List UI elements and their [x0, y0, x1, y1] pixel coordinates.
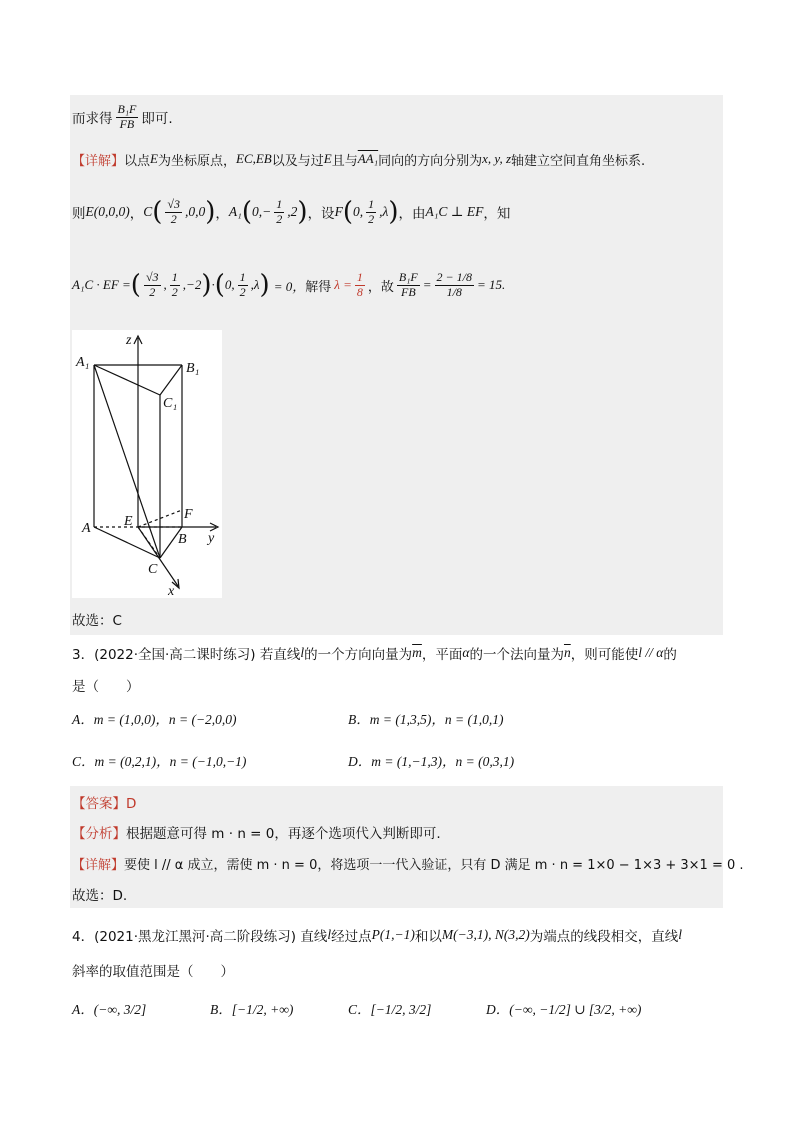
- text: 的一个方向向量为: [304, 647, 413, 663]
- label-E: E: [124, 514, 133, 529]
- fraction: [238, 271, 248, 298]
- text: 为端点的线段相交，直线: [529, 929, 679, 945]
- paren: (: [130, 270, 141, 300]
- label-y: y: [208, 531, 215, 546]
- math-symbol: l: [300, 645, 305, 660]
- fraction: [144, 271, 161, 298]
- q3-option-d[interactable]: D．m = (1,−1,3)，n = (0,3,1): [348, 754, 515, 769]
- q3-stem-line-2: [72, 672, 724, 698]
- math-expr: ,0,0: [185, 204, 206, 219]
- fraction-denominator: 2: [368, 211, 375, 226]
- text: ，知: [483, 206, 511, 222]
- text: 且与: [331, 153, 358, 169]
- math-expr: E(0,0,0): [85, 204, 130, 219]
- math-expr: ,−2: [182, 277, 202, 292]
- fraction: [366, 198, 376, 225]
- vector-symbol: AA₁: [357, 151, 379, 166]
- fraction-numerator: √3: [167, 197, 181, 212]
- text: 斜率的取值范围是（ ）: [72, 964, 234, 980]
- text: ，设: [307, 206, 335, 222]
- label-x: x: [168, 584, 175, 598]
- text: 而求得: [72, 111, 113, 127]
- fraction-numerator: 1: [171, 270, 178, 285]
- text: 同向的方向分别为: [378, 153, 483, 169]
- math-expr: 0,−: [252, 204, 272, 219]
- edge-B1C1: [160, 365, 182, 395]
- solution-line-1: [72, 100, 724, 134]
- fraction-denominator: FB: [119, 116, 135, 131]
- fraction-denominator: 8: [356, 284, 363, 299]
- math-expr: = 0，: [273, 278, 306, 294]
- solution-line-3: [72, 190, 724, 234]
- text: 是（ ）: [72, 679, 140, 695]
- paren: ): [259, 270, 270, 300]
- x-axis: [138, 527, 178, 586]
- text: 故选：C: [72, 613, 122, 629]
- fraction-numerator: 1: [368, 197, 375, 212]
- text: 解得: [305, 279, 332, 295]
- label-C: C: [148, 562, 158, 577]
- text: 的: [663, 647, 677, 663]
- fraction-numerator: B₁F: [398, 270, 418, 285]
- math-op: ·: [211, 277, 215, 292]
- paren: ): [388, 197, 399, 227]
- fraction: [397, 271, 420, 298]
- fraction: [274, 198, 284, 225]
- math-expr: ,2: [287, 204, 298, 219]
- q4-option-c[interactable]: C．[−1/2, 3/2]: [348, 1002, 432, 1017]
- fraction-denominator: 2: [276, 211, 283, 226]
- fraction-numerator: 2 − 1/8: [436, 270, 472, 285]
- vector-symbol: $\overline{m}$: [412, 645, 422, 660]
- fraction-numerator: √3: [145, 270, 159, 285]
- fraction-denominator: 1/8: [446, 284, 462, 299]
- text: ，故: [367, 279, 394, 295]
- q3-stem-line-1: [72, 640, 724, 666]
- fraction-denominator: 2: [170, 211, 177, 226]
- analysis-tag: 【分析】: [72, 826, 126, 842]
- fraction-denominator: 2: [239, 284, 246, 299]
- math-expr: P(1,−1): [371, 927, 415, 942]
- answer-text: 【答案】D: [72, 796, 137, 812]
- solution-line-4: [72, 250, 724, 320]
- text: 则: [72, 206, 86, 222]
- prism-diagram: [72, 330, 222, 598]
- detail-line: [72, 145, 724, 173]
- text: 即可.: [141, 111, 173, 127]
- fraction-denominator: 2: [149, 284, 156, 299]
- q4-stem-line-2: [72, 957, 724, 983]
- q3-option-b[interactable]: B．m = (1,3,5)，n = (1,0,1): [348, 712, 504, 727]
- paren: (: [342, 197, 353, 227]
- q4-option-b[interactable]: B．[−1/2, +∞): [210, 1002, 294, 1017]
- choose-line-1: [72, 606, 724, 632]
- fraction-numerator: B₁F: [117, 102, 137, 117]
- text: 为坐标原点，: [157, 153, 236, 169]
- label-z: z: [126, 333, 132, 348]
- vector-symbol: $\overline{n}$: [563, 645, 571, 660]
- fraction-numerator: 1: [239, 270, 246, 285]
- text: 轴建立空间直角坐标系.: [511, 153, 646, 169]
- label-A1: A₁: [76, 355, 90, 370]
- math-expr: A₁C ⊥ EF: [425, 204, 484, 219]
- math-symbol: EC,EB: [236, 151, 272, 166]
- math-symbol: E: [323, 151, 332, 166]
- paren: ): [297, 197, 308, 227]
- math-expr: ,λ: [250, 277, 260, 292]
- q3-detail-line: [72, 851, 744, 875]
- math-symbol: A₁: [228, 204, 242, 219]
- paren: (: [214, 270, 225, 300]
- label-B1: B₁: [186, 361, 200, 376]
- edge-AC: [94, 527, 160, 558]
- text: 和以: [414, 929, 442, 945]
- math-symbol: l: [327, 927, 332, 942]
- q4-option-a[interactable]: A．(−∞, 3/2]: [72, 1002, 147, 1017]
- fraction-numerator: 1: [356, 270, 363, 285]
- comma: ,: [163, 277, 167, 292]
- q4-option-d[interactable]: D．(−∞, −1/2] ∪ [3/2, +∞): [486, 1002, 642, 1017]
- text: ，平面: [421, 647, 463, 663]
- q3-option-a[interactable]: A．m = (1,0,0)，n = (−2,0,0): [72, 712, 237, 727]
- math-expr: 0,: [352, 204, 364, 219]
- math-op: =: [422, 277, 432, 292]
- fraction: [165, 198, 182, 225]
- text: 以及与过: [271, 153, 324, 169]
- math-expr: = 15.: [476, 277, 506, 292]
- text: 经过点: [331, 929, 372, 945]
- fraction: [116, 103, 139, 130]
- label-B: B: [178, 532, 187, 547]
- paren: (: [152, 197, 163, 227]
- math-symbol: F: [334, 204, 343, 219]
- question-stem: 3．(2022·全国·高二课时练习) 若直线: [72, 647, 301, 663]
- paren: ): [201, 270, 212, 300]
- text: ，则可能使: [570, 647, 639, 663]
- q3-answer-line: [72, 790, 724, 814]
- math-symbol: E: [150, 151, 158, 166]
- q4-stem-line-1: [72, 922, 724, 948]
- q3-choose-line: [72, 882, 724, 906]
- math-symbol: x, y, z: [482, 151, 512, 166]
- detail-tag: 【详解】: [72, 857, 125, 873]
- text: ，由: [398, 206, 426, 222]
- math-symbol: α: [462, 645, 470, 660]
- prism-figure: [72, 330, 222, 598]
- vector-expr: A₁C · EF =: [72, 277, 131, 292]
- label-F: F: [184, 507, 193, 522]
- detail-text: 要使 l // α 成立，需使 m · n = 0，将选项一一代入验证，只有 D 满足 m · n = 1×0 − 1×3 + 3×1 = 0 .: [124, 857, 744, 873]
- label-C1: C₁: [163, 396, 178, 411]
- text: 的一个法向量为: [469, 647, 564, 663]
- paren: (: [241, 197, 253, 227]
- fraction: [435, 271, 474, 298]
- label-A: A: [82, 521, 91, 536]
- text: 以点: [124, 153, 151, 169]
- text: 故选：D.: [72, 888, 128, 904]
- segment-A1C: [94, 365, 160, 558]
- math-symbol: l: [678, 927, 682, 942]
- text: ，: [215, 206, 229, 222]
- fraction-denominator: FB: [400, 284, 416, 299]
- math-expr: M(−3,1), N(3,2): [441, 927, 530, 942]
- text: ，: [129, 206, 144, 222]
- math-symbol: C: [143, 204, 153, 219]
- math-expr: l // α: [638, 645, 664, 660]
- analysis-text: 根据题意可得 m · n = 0，再逐个选项代入判断即可.: [126, 826, 441, 842]
- q3-analysis-line: [72, 820, 724, 844]
- q3-option-c[interactable]: C．m = (0,2,1)，n = (−1,0,−1): [72, 754, 247, 769]
- edge-A1C1: [94, 365, 160, 395]
- paren: ): [205, 197, 216, 227]
- fraction-denominator: 2: [171, 284, 178, 299]
- fraction: [355, 271, 365, 298]
- fraction-numerator: 1: [276, 197, 283, 212]
- math-expr: 0,: [224, 277, 235, 292]
- fraction: [170, 271, 180, 298]
- math-expr: λ =: [334, 277, 352, 292]
- math-expr: ,λ: [379, 204, 389, 219]
- detail-tag: 【详解】: [72, 153, 125, 169]
- question-stem: 4．(2021·黑龙江黑河·高二阶段练习) 直线: [72, 929, 328, 945]
